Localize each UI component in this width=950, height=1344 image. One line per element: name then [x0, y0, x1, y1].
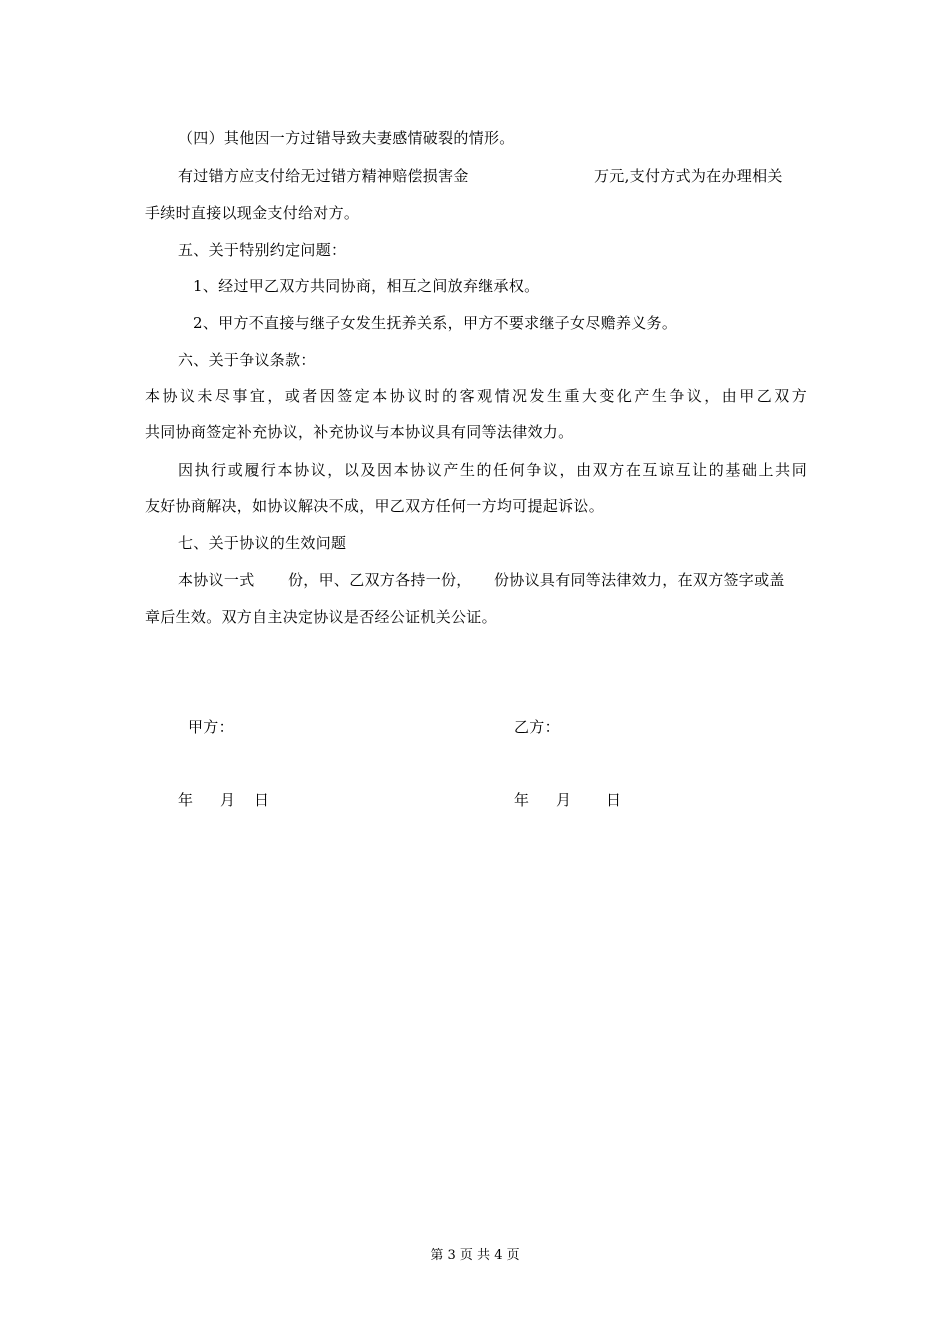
party-a-label: 甲方： [188, 718, 234, 736]
special-term-1: 1、经过甲乙双方共同协商，相互之间放弃继承权。 [193, 277, 540, 295]
party-a-date-year: 年 [178, 791, 194, 809]
page-number-footer: 第 3 页 共 4 页 [430, 1248, 520, 1263]
clause-four-item: （四）其他因一方过错导致夫妻感情破裂的情形。 [178, 129, 515, 147]
compensation-text-continued: 手续时直接以现金支付给对方。 [145, 204, 360, 222]
effect-text-part-2: 份，甲、乙双方各持一份， [288, 571, 472, 589]
compensation-text-start: 有过错方应支付给无过错方精神赔偿损害金 [178, 167, 469, 185]
section-five-heading: 五、关于特别约定问题： [178, 241, 347, 259]
dispute-paragraph-2-line-1: 因执行或履行本协议，以及因本协议产生的任何争议，由双方在互谅互让的基础上共同 [178, 461, 807, 479]
effect-text-part-1: 本协议一式 [178, 571, 255, 589]
dispute-paragraph-1-line-2: 共同协商签定补充协议，补充协议与本协议具有同等法律效力。 [145, 423, 574, 441]
special-term-2: 2、甲方不直接与继子女发生抚养关系，甲方不要求继子女尽赡养义务。 [193, 314, 678, 332]
compensation-text-end: 万元,支付方式为在办理相关 [594, 167, 783, 185]
party-b-label: 乙方： [514, 718, 560, 736]
dispute-paragraph-1-line-1: 本协议未尽事宜，或者因签定本协议时的客观情况发生重大变化产生争议，由甲乙双方 [145, 387, 807, 405]
section-six-heading: 六、关于争议条款： [178, 351, 316, 369]
party-b-date-year: 年 [514, 791, 530, 809]
dispute-paragraph-2-line-2: 友好协商解决，如协议解决不成，甲乙双方任何一方均可提起诉讼。 [145, 497, 605, 515]
party-a-date-month: 月 [220, 791, 236, 809]
party-b-date-day: 日 [606, 791, 622, 809]
effect-text-continued: 章后生效。双方自主决定协议是否经公证机关公证。 [145, 608, 497, 626]
party-b-date-month: 月 [556, 791, 572, 809]
party-a-date-day: 日 [254, 791, 270, 809]
section-seven-heading: 七、关于协议的生效问题 [178, 534, 347, 552]
effect-text-part-3: 份协议具有同等法律效力，在双方签字或盖 [494, 571, 785, 589]
